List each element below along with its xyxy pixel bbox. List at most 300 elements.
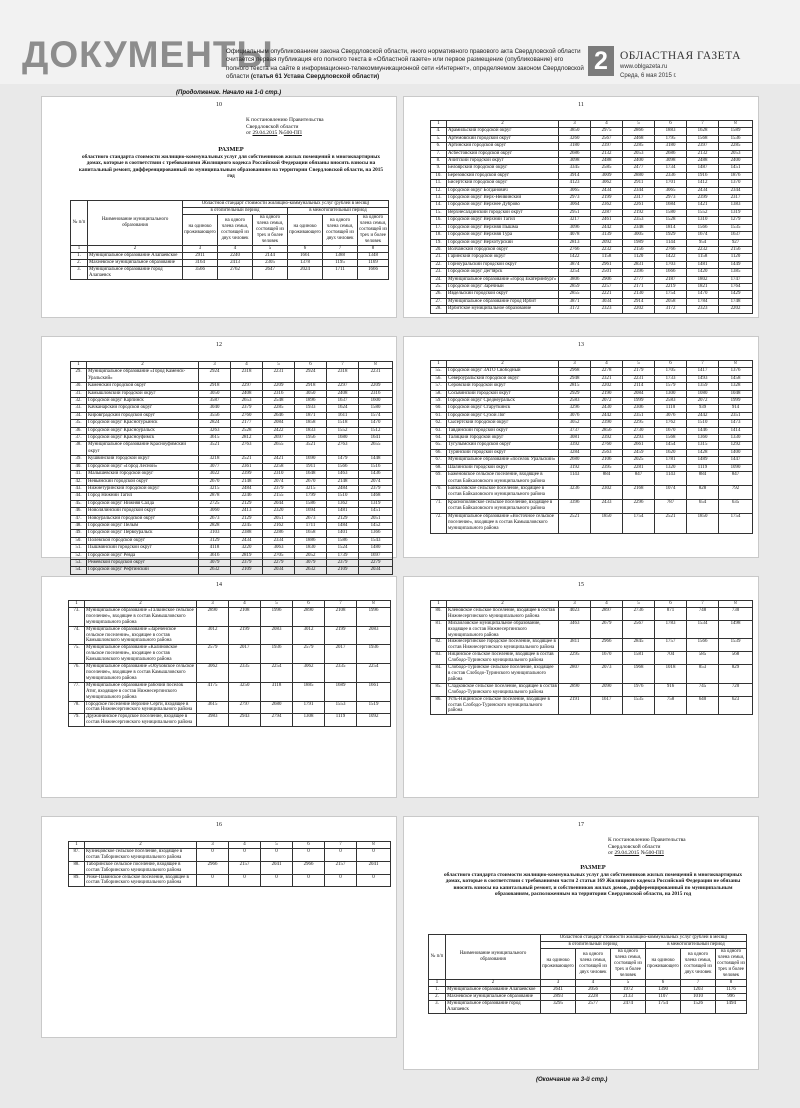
document-title bbox=[438, 865, 748, 898]
rate-value: 2459 bbox=[623, 449, 655, 456]
table-row bbox=[431, 390, 753, 397]
rate-value: 1821 bbox=[687, 283, 719, 290]
rate-value: 1996 bbox=[261, 607, 293, 626]
municipality-name: Муниципальное образование «Калиновское сельское поселение», входящее в состав Камышловского муниципального района bbox=[85, 645, 197, 664]
rate-value: 3077 bbox=[199, 463, 231, 470]
row-number: 71. bbox=[431, 499, 447, 513]
rate-value: 1641 bbox=[359, 435, 393, 442]
rate-value: 792 bbox=[719, 485, 753, 499]
document-page-13 bbox=[403, 336, 759, 558]
rate-value: 2034 bbox=[359, 567, 393, 574]
column-index: 5 bbox=[253, 246, 288, 253]
rate-value: 1451 bbox=[359, 508, 393, 515]
municipality-name: Тугулымский городской округ bbox=[447, 442, 559, 449]
rates-table bbox=[430, 600, 753, 715]
municipality-name: Усть-Ницинское сельское поселение, входящее в состав Слободо-Туринского муниципального района bbox=[447, 696, 559, 715]
rate-value: 2579 bbox=[293, 645, 325, 664]
document-title-head: РАЗМЕР bbox=[580, 864, 606, 871]
table-row bbox=[69, 701, 391, 714]
rate-value: 2975 bbox=[591, 128, 623, 135]
rate-value: 2177 bbox=[231, 420, 263, 427]
rate-value: 853 bbox=[687, 665, 719, 684]
rate-value: 2245 bbox=[231, 522, 263, 529]
municipality-name: Махневское муниципальное образование bbox=[88, 260, 183, 267]
municipality-name: Муниципальное образование «Галкинское сельское поселение», входящее в состав Камышловского муниципального района bbox=[85, 607, 197, 626]
table-row bbox=[71, 471, 393, 478]
column-index: 8 bbox=[716, 980, 747, 987]
rate-value: 2468 bbox=[623, 135, 655, 142]
rate-value: 2109 bbox=[231, 567, 263, 574]
rate-value: 3076 bbox=[655, 412, 687, 419]
rate-value: 1833 bbox=[295, 427, 327, 434]
table-row bbox=[431, 696, 753, 715]
rate-value: 3850 bbox=[559, 128, 591, 135]
rate-value: 2090 bbox=[591, 683, 623, 696]
municipality-name: Невьянский городской округ bbox=[87, 478, 199, 485]
rate-value: 2763 bbox=[327, 442, 359, 456]
column-index-row bbox=[71, 362, 393, 369]
row-number: 48. bbox=[71, 522, 87, 529]
rate-value: 828 bbox=[687, 485, 719, 499]
rate-value: 2521 bbox=[231, 456, 263, 463]
municipality-name: Городской округ Первоуральск bbox=[87, 530, 199, 537]
row-number: 62. bbox=[431, 420, 447, 427]
rate-value: 1757 bbox=[655, 639, 687, 652]
table-row bbox=[71, 369, 393, 383]
rate-value: 1799 bbox=[295, 493, 327, 500]
rate-value: 1916 bbox=[687, 172, 719, 179]
rate-value: 2132 bbox=[687, 150, 719, 157]
row-number: 68. bbox=[431, 464, 447, 471]
row-number: 8. bbox=[431, 158, 447, 165]
rate-value: 2321 bbox=[591, 375, 623, 382]
municipality-name: Кушвинский городской округ bbox=[87, 456, 199, 463]
rate-value: 1600 bbox=[359, 398, 393, 405]
rate-value: 1747 bbox=[719, 276, 753, 283]
rate-value: 1144 bbox=[655, 239, 687, 246]
column-index: 5 bbox=[611, 980, 646, 987]
municipality-name: Полевской городской округ bbox=[87, 537, 199, 544]
rate-value: 3064 bbox=[559, 202, 591, 209]
rate-value: 1473 bbox=[719, 420, 753, 427]
rate-value: 2051 bbox=[263, 515, 295, 522]
rate-value: 2297 bbox=[327, 383, 359, 390]
rate-value: 1330 bbox=[719, 435, 753, 442]
rate-value: 2144 bbox=[253, 253, 288, 260]
rate-value: 3009 bbox=[591, 172, 623, 179]
rate-value: 1617 bbox=[591, 696, 623, 715]
rate-value: 2219 bbox=[655, 283, 687, 290]
rate-value: 2484 bbox=[327, 485, 359, 492]
rate-value: 2661 bbox=[623, 442, 655, 449]
rate-value: 1754 bbox=[623, 513, 655, 533]
rate-value: 1120 bbox=[623, 254, 655, 261]
table-row bbox=[431, 420, 753, 427]
column-index: 1 bbox=[69, 601, 85, 608]
column-index: 7 bbox=[687, 361, 719, 368]
municipality-name: Махневское муниципальное образование bbox=[446, 994, 541, 1001]
municipality-name: Городской округ Красноуральск bbox=[87, 427, 199, 434]
rate-value: 2646 bbox=[263, 412, 295, 419]
rate-value: 3874 bbox=[559, 261, 591, 268]
column-index-row bbox=[69, 842, 391, 849]
rate-value: 1566 bbox=[687, 639, 719, 652]
rate-value: 3076 bbox=[559, 412, 591, 419]
municipality-name: Ницинское сельское поселение, входящее в состав Слободо-Туринского муниципального района bbox=[447, 652, 559, 665]
municipality-name: Муниципальное образование Красноуфимский округ bbox=[87, 442, 199, 456]
rate-value: 2567 bbox=[623, 620, 655, 639]
col-no-header: № п/п bbox=[71, 201, 88, 246]
column-index: 6 bbox=[293, 601, 325, 608]
table-row bbox=[431, 135, 753, 142]
column-index: 1 bbox=[429, 980, 446, 987]
municipality-name: Муниципальное образование город Алапаевск bbox=[88, 267, 183, 280]
rate-value: 654 bbox=[687, 499, 719, 513]
rate-value: 1536 bbox=[719, 135, 753, 142]
rate-value: 0 bbox=[357, 848, 391, 861]
municipality-name: Новоуральский городской округ bbox=[87, 515, 199, 522]
rate-value: 640 bbox=[687, 696, 719, 715]
rates-table bbox=[430, 360, 753, 534]
page-number: 12 bbox=[216, 342, 222, 348]
rate-value: 2918 bbox=[295, 383, 327, 390]
row-number: 25. bbox=[431, 283, 447, 290]
rate-value: 1680 bbox=[327, 435, 359, 442]
rate-value: 1195 bbox=[323, 260, 358, 267]
rate-value: 1624 bbox=[327, 405, 359, 412]
column-index: 2 bbox=[447, 361, 559, 368]
rate-value: 2199 bbox=[325, 626, 357, 645]
rate-value: 1463 bbox=[327, 471, 359, 478]
rate-value: 3260 bbox=[559, 135, 591, 142]
rate-value: 1203 bbox=[681, 987, 716, 994]
rate-value: 2433 bbox=[591, 499, 623, 513]
table-row bbox=[431, 499, 753, 513]
newspaper-name: ОБЛАСТНАЯ ГАЗЕТА bbox=[620, 50, 741, 62]
rate-value: 2819 bbox=[231, 552, 263, 559]
rate-value: 4123 bbox=[559, 180, 591, 187]
row-number: 72. bbox=[431, 513, 447, 533]
publication-notice-ref: (статья 61 Устава Свердловской области) bbox=[250, 73, 380, 81]
rate-value: 2924 bbox=[295, 369, 327, 383]
municipality-name: Баженовское сельское поселение, входящее в состав Байкаловского муниципального района bbox=[447, 472, 559, 486]
rate-value: 1661 bbox=[288, 253, 323, 260]
rate-value: 2422 bbox=[263, 427, 295, 434]
column-index: 4 bbox=[591, 121, 623, 128]
rate-value: 2318 bbox=[231, 369, 263, 383]
rate-value: 954 bbox=[687, 239, 719, 246]
municipality-name: Краснополянское сельское поселение, входящее в состав Байкаловского муниципального района bbox=[447, 499, 559, 513]
rate-value: 2306 bbox=[623, 405, 655, 412]
row-number: 1. bbox=[71, 253, 88, 260]
rate-value: 3079 bbox=[199, 559, 231, 566]
row-number: 35. bbox=[71, 420, 87, 427]
table-row bbox=[431, 172, 753, 179]
heating-period-header: в отопительный период bbox=[541, 942, 646, 949]
column-index-row bbox=[431, 361, 753, 368]
rate-value: 2632 bbox=[199, 567, 231, 574]
municipality-name: Нижнетуринский городской округ bbox=[87, 485, 199, 492]
row-number: 81. bbox=[431, 620, 447, 639]
rate-value: 3871 bbox=[559, 298, 591, 305]
municipality-name: Муниципальное образование «Обуховское сельское поселение», входящее в состав Камышловского муниципального района bbox=[85, 664, 197, 683]
header-row bbox=[71, 201, 389, 208]
row-number: 2. bbox=[71, 260, 88, 267]
rate-value: 2202 bbox=[719, 306, 753, 313]
row-number: 86. bbox=[431, 696, 447, 715]
rate-value: 3012 bbox=[197, 626, 229, 645]
rate-value: 3284 bbox=[559, 449, 591, 456]
row-number: 39. bbox=[71, 456, 87, 463]
rate-value: 2348 bbox=[623, 224, 655, 231]
rate-value: 2344 bbox=[623, 187, 655, 194]
column-index: 2 bbox=[447, 121, 559, 128]
rate-value: 2109 bbox=[327, 567, 359, 574]
non-heating-period-header: в межотопительный период bbox=[288, 208, 389, 215]
municipality-name: Новолялинский городской округ bbox=[87, 508, 199, 515]
rate-value: 2254 bbox=[357, 664, 391, 683]
rate-value: 2911 bbox=[183, 253, 218, 260]
row-number: 75. bbox=[69, 645, 85, 664]
rate-value: 2906 bbox=[591, 276, 623, 283]
rate-value: 2258 bbox=[263, 463, 295, 470]
table-row bbox=[71, 545, 393, 552]
column-index: 4 bbox=[591, 601, 623, 608]
municipality-name: Городской округ Верхняя Тура bbox=[447, 232, 559, 239]
rate-value: 1480 bbox=[359, 545, 393, 552]
rate-value: 1911 bbox=[295, 463, 327, 470]
rate-value: 2295 bbox=[623, 420, 655, 427]
rate-value: 1143 bbox=[559, 472, 591, 486]
table-row bbox=[69, 848, 391, 861]
rate-value: 2890 bbox=[197, 607, 229, 626]
attachment-ot: от bbox=[608, 850, 614, 857]
rate-value: 3587 bbox=[199, 398, 231, 405]
rate-value: 3172 bbox=[655, 306, 687, 313]
column-index: 3 bbox=[559, 601, 591, 608]
municipality-name: Бисертский городской округ bbox=[447, 180, 559, 187]
row-number: 85. bbox=[431, 683, 447, 696]
rate-value: 1422 bbox=[655, 254, 687, 261]
row-number: 56. bbox=[431, 375, 447, 382]
table-row bbox=[71, 398, 393, 405]
rates-table bbox=[68, 841, 391, 887]
rate-value: 3005 bbox=[623, 232, 655, 239]
document-page-17 bbox=[403, 816, 759, 1070]
table-row bbox=[69, 861, 391, 874]
rate-value: 2285 bbox=[263, 405, 295, 412]
rate-value: 2179 bbox=[623, 368, 655, 375]
rate-value: 2336 bbox=[655, 172, 687, 179]
rate-value: 1754 bbox=[646, 1001, 681, 1014]
rate-value: 1690 bbox=[295, 456, 327, 463]
rate-value: 1428 bbox=[687, 449, 719, 456]
rate-value: 2763 bbox=[231, 442, 263, 456]
rate-value: 1684 bbox=[655, 202, 687, 209]
table-row bbox=[431, 143, 753, 150]
rate-value: 2044 bbox=[263, 500, 295, 507]
municipality-name: Асбестовский городской округ bbox=[447, 150, 559, 157]
rate-value: 2162 bbox=[263, 522, 295, 529]
rate-value: 2129 bbox=[231, 515, 263, 522]
table-row bbox=[69, 664, 391, 683]
rate-value: 2400 bbox=[623, 158, 655, 165]
table-row bbox=[431, 513, 753, 533]
table-row bbox=[431, 620, 753, 639]
rate-value: 1279 bbox=[719, 217, 753, 224]
row-number: 2. bbox=[429, 994, 446, 1001]
municipality-name: Байкаловское сельское поселение, входящее в состав Байкаловского муниципального района bbox=[447, 485, 559, 499]
rate-value: 2477 bbox=[623, 165, 655, 172]
column-index: 3 bbox=[183, 246, 218, 253]
rate-value: 3012 bbox=[293, 626, 325, 645]
rate-value: 1705 bbox=[655, 368, 687, 375]
municipality-name: Арамильский городской округ bbox=[447, 128, 559, 135]
rate-value: 745 bbox=[687, 683, 719, 696]
rate-value: 2285 bbox=[623, 143, 655, 150]
row-number: 17. bbox=[431, 224, 447, 231]
municipality-name: Кузнецовское сельское поселение, входящее в состав Таборинского муниципального района bbox=[85, 848, 197, 861]
rate-value: 2697 bbox=[263, 435, 295, 442]
row-number: 65. bbox=[431, 442, 447, 449]
rate-value: 2461 bbox=[591, 217, 623, 224]
rate-value: 2400 bbox=[719, 158, 753, 165]
rate-value: 2583 bbox=[559, 398, 591, 405]
rate-value: 2335 bbox=[325, 664, 357, 683]
attachment-number: 500-ПП bbox=[645, 850, 664, 857]
rate-value: 3063 bbox=[263, 545, 295, 552]
table-row bbox=[69, 626, 391, 645]
row-number: 82. bbox=[431, 639, 447, 652]
rate-value: 2302 bbox=[591, 485, 623, 499]
row-number: 63. bbox=[431, 427, 447, 434]
rate-value: 2859 bbox=[559, 283, 591, 290]
rate-value: 2202 bbox=[623, 306, 655, 313]
rate-value: 3345 bbox=[559, 165, 591, 172]
rate-value: 2670 bbox=[295, 478, 327, 485]
rate-value: 3463 bbox=[559, 620, 591, 639]
column-index: 6 bbox=[655, 361, 687, 368]
rate-value: 3296 bbox=[559, 405, 591, 412]
rate-value: 2351 bbox=[719, 412, 753, 419]
rate-value: 2108 bbox=[229, 607, 261, 626]
rate-value: 2361 bbox=[231, 463, 263, 470]
rate-value: 2943 bbox=[229, 714, 261, 727]
rate-value: 787 bbox=[655, 499, 687, 513]
municipality-name: Белоярский городской округ bbox=[447, 165, 559, 172]
table-row bbox=[69, 682, 391, 701]
rate-value: 1552 bbox=[327, 427, 359, 434]
rate-value: 2390 bbox=[591, 420, 623, 427]
table-row bbox=[71, 522, 393, 529]
rate-value: 2680 bbox=[261, 701, 293, 714]
rate-value: 2379 bbox=[327, 559, 359, 566]
column-index: 5 bbox=[261, 601, 293, 608]
rate-value: 1734 bbox=[655, 165, 687, 172]
row-number: 52. bbox=[71, 552, 87, 559]
rate-value: 3215 bbox=[199, 485, 231, 492]
rate-value: 2316 bbox=[359, 390, 393, 397]
rate-value: 1320 bbox=[655, 464, 687, 471]
row-number: 33. bbox=[71, 405, 87, 412]
household-header: на одного члена семьи, состоящей из двух человек bbox=[218, 215, 253, 246]
rate-value: 2296 bbox=[623, 499, 655, 513]
rate-value: 1080 bbox=[687, 390, 719, 397]
rate-value: 0 bbox=[293, 874, 325, 887]
municipality-name: Муниципальное образование «Восточное сельское поселение», входящее в состав Камышловского муниципального района bbox=[447, 513, 559, 533]
rate-value: 2647 bbox=[253, 267, 288, 280]
rate-value: 3192 bbox=[559, 464, 591, 471]
row-number: 45. bbox=[71, 500, 87, 507]
rate-value: 1519 bbox=[357, 701, 391, 714]
rate-value: 1586 bbox=[327, 537, 359, 544]
rate-value: 2056 bbox=[576, 987, 611, 994]
table-row bbox=[431, 383, 753, 390]
document-page-15 bbox=[403, 576, 759, 798]
table-row bbox=[431, 368, 753, 375]
column-index: 6 bbox=[655, 601, 687, 608]
municipality-name: Качканарский городской округ bbox=[87, 405, 199, 412]
rate-value: 2132 bbox=[591, 150, 623, 157]
rate-value: 1670 bbox=[655, 427, 687, 434]
municipality-name: Артемовский городской округ bbox=[447, 135, 559, 142]
row-number: 70. bbox=[431, 485, 447, 499]
rate-value: 2973 bbox=[559, 195, 591, 202]
publication-notice-text: Официальным опубликованием закона Свердловской области, иного нормативного правового акта Свердловской области считается первая публикация его полного текста в «Областной газете» или первое размещение (опубликование) его полного текста на сайте в информационно-телекоммуникационной сети «Интернет», определяемом законом Свердловской области bbox=[226, 48, 584, 81]
rate-value: 2353 bbox=[623, 217, 655, 224]
rates-table bbox=[70, 361, 393, 575]
rate-value: 884 bbox=[591, 472, 623, 486]
page-number: 13 bbox=[578, 342, 584, 348]
rate-value: 1733 bbox=[655, 375, 687, 382]
column-index: 1 bbox=[431, 361, 447, 368]
household-header: на одиноко проживающего bbox=[646, 949, 681, 980]
rate-value: 2388 bbox=[231, 530, 263, 537]
table-row bbox=[431, 232, 753, 239]
rate-value: 720 bbox=[719, 683, 753, 696]
rate-value: 1579 bbox=[655, 383, 687, 390]
rate-value: 1580 bbox=[655, 209, 687, 216]
rate-value: 2279 bbox=[263, 559, 295, 566]
rate-value: 0 bbox=[325, 874, 357, 887]
rate-value: 2335 bbox=[229, 664, 261, 683]
rate-value: 1498 bbox=[719, 620, 753, 639]
rate-value: 1400 bbox=[719, 449, 753, 456]
rate-value: 2231 bbox=[359, 369, 393, 383]
rate-value: 2041 bbox=[261, 861, 293, 874]
rate-value: 1074 bbox=[655, 485, 687, 499]
municipality-name: Талицкий городской округ bbox=[447, 435, 559, 442]
municipality-name: Муниципальное образование «город Екатеринбург» bbox=[447, 276, 559, 283]
row-number: 41. bbox=[71, 471, 87, 478]
rate-value: 1802 bbox=[687, 276, 719, 283]
rate-value: 2171 bbox=[623, 283, 655, 290]
rate-value: 2890 bbox=[293, 607, 325, 626]
rate-value: 0 bbox=[261, 848, 293, 861]
rate-value: 914 bbox=[719, 405, 753, 412]
column-index: 4 bbox=[229, 601, 261, 608]
rate-value: 2897 bbox=[591, 607, 623, 620]
rate-value: 0 bbox=[197, 874, 229, 887]
table-row bbox=[69, 714, 391, 727]
column-index: 8 bbox=[359, 362, 393, 369]
rate-value: 1795 bbox=[655, 135, 687, 142]
rate-value: 2317 bbox=[719, 195, 753, 202]
rate-value: 0 bbox=[293, 848, 325, 861]
table-row bbox=[71, 552, 393, 559]
rate-value: 2317 bbox=[623, 195, 655, 202]
rate-value: 829 bbox=[719, 665, 753, 684]
